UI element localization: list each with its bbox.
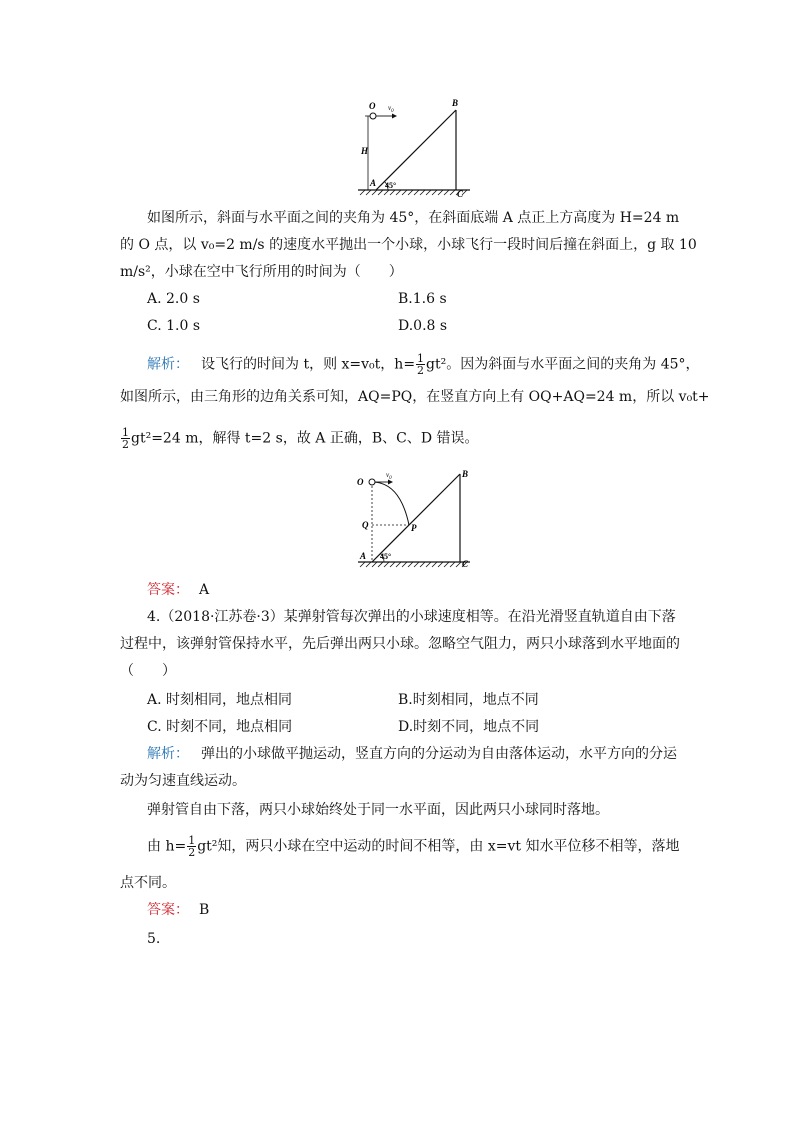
q3-analysis-line1 (147, 353, 700, 376)
q4-analysis-line2: 动为匀速直线运动。 (120, 773, 246, 789)
q3-analysis-part2: gt²。因为斜面与水平面之间的夹角为 45°， (426, 356, 700, 373)
fig2-label-C: C (462, 559, 469, 569)
q4-option-a[interactable]: A. 时刻相同，地点相同 (147, 692, 293, 708)
q3-analysis-part1: 设飞行的时间为 t，则 x=v₀t，h= (201, 356, 416, 373)
q4-answer-label: 答案： (147, 902, 189, 918)
half-fraction: $\frac{1}{2}$ (188, 834, 196, 859)
q4-line1: 4.（2018·江苏卷·3）某弹射管每次弹出的小球速度相等。在沿光滑竖直轨道自由下落 (147, 609, 676, 625)
half-fraction: $\frac{1}{2}$ (417, 352, 425, 377)
q4-line3: （ ） (120, 663, 176, 679)
fig1-label-angle: 45° (385, 181, 397, 190)
q3-answer-value: A (199, 582, 210, 598)
fig1-label-A: A (370, 178, 377, 188)
fig2-label-v0: $v_0$ (386, 471, 392, 481)
q3-line1: 如图所示，斜面与水平面之间的夹角为 45°，在斜面底端 A 点正上方高度为 H=24 m (147, 210, 680, 226)
fig2-label-O: O (357, 477, 364, 487)
fig2-label-A: A (360, 551, 367, 561)
q4-analysis-line4: 由 h= $\frac{1}{2}$ gt²知，两只小球在空中运动的时间不相等，由 x=vt 知水平位移不相等，落地 (147, 834, 680, 859)
q3-option-d[interactable]: D.0.8 s (398, 318, 448, 334)
q3-answer-label: 答案： (147, 582, 189, 598)
q3-option-c[interactable]: C. 1.0 s (147, 318, 201, 334)
fig1-label-v0: $v_0$ (388, 104, 394, 114)
q3-option-a[interactable]: A. 2.0 s (147, 291, 200, 307)
q4-analysis-line3: 弹射管自由下落，两只小球始终处于同一水平面，因此两只小球同时落地。 (147, 802, 609, 818)
half-fraction: $\frac{1}{2}$ (122, 426, 129, 451)
fig2-label-angle: 45° (380, 552, 392, 561)
fig2-label-B: B (462, 469, 469, 479)
fig1-label-O: O (369, 101, 376, 111)
q3-analysis-line3: $\frac{1}{2}$ gt²=24 m，解得 t=2 s，故 A 正确，B、C、D 错误。 (122, 426, 479, 451)
fig2-label-P: P (411, 523, 417, 533)
fig1-label-C: C (457, 189, 464, 199)
q3-analysis-label: 解析： (147, 356, 189, 373)
q4-answer (147, 899, 209, 921)
q4-line2: 过程中，该弹射管保持水平，先后弹出两只小球。忽略空气阻力，两只小球落到水平地面的 (120, 636, 680, 652)
fig2-label-Q: Q (362, 520, 369, 530)
figure-incline-2 (352, 468, 478, 572)
q4-analysis-label: 解析： (147, 746, 189, 762)
q4-option-d[interactable]: D.时刻不同，地点不同 (398, 719, 540, 735)
q4-analysis-line5: 点不同。 (120, 875, 176, 891)
q3-analysis-line2: 如图所示，由三角形的边角关系可知，AQ=PQ，在竖直方向上有 OQ+AQ=24 m，所以 v₀t+ (120, 389, 710, 405)
q3-option-b[interactable]: B.1.6 s (398, 291, 447, 307)
fig1-label-H: H (361, 146, 369, 156)
q3-answer (147, 579, 209, 601)
q4-option-b[interactable]: B.时刻相同，地点不同 (398, 692, 539, 708)
q4-analysis-line1: 解析： 弹出的小球做平抛运动，竖直方向的分运动为自由落体运动，水平方向的分运 (147, 746, 677, 762)
figure-incline-1 (352, 96, 478, 200)
q4-option-c[interactable]: C. 时刻不同，地点相同 (147, 719, 293, 735)
q3-line3: m/s²，小球在空中飞行所用的时间为（ ） (120, 264, 403, 280)
q4-answer-value: B (199, 902, 210, 918)
fig1-label-B: B (452, 98, 459, 108)
q3-line2: 的 O 点，以 v₀=2 m/s 的速度水平抛出一个小球，小球飞行一段时间后撞在斜面上，g 取 10 (120, 237, 697, 253)
q5-number: 5. (147, 931, 161, 947)
